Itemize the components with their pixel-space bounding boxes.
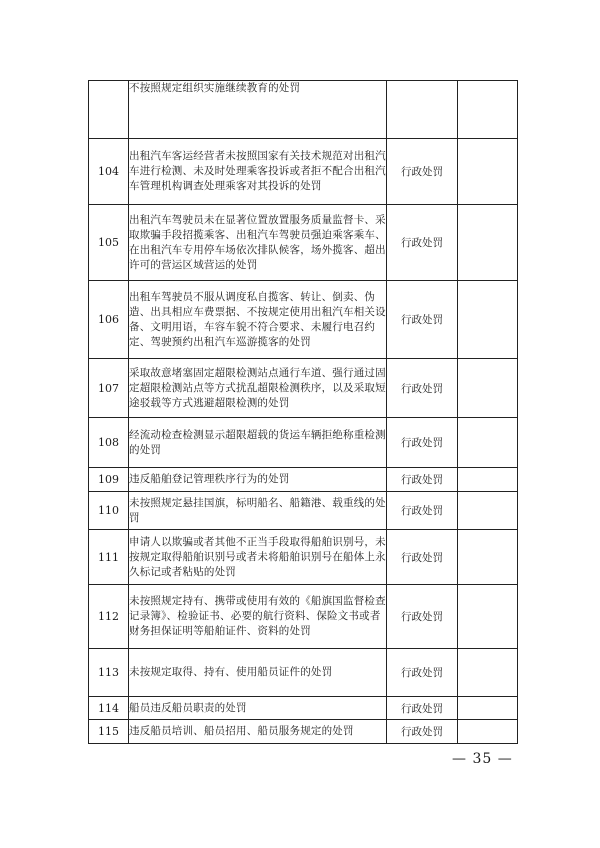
row-number: 104 (89, 139, 129, 205)
table-row (89, 418, 518, 468)
table-row (89, 281, 518, 359)
blank-cell (458, 81, 518, 139)
blank-cell (458, 139, 518, 205)
item-category: 行政处罚 (387, 720, 458, 744)
table-row (89, 81, 518, 139)
table-row (89, 492, 518, 530)
item-category: 行政处罚 (387, 492, 458, 530)
table-row (89, 649, 518, 697)
item-description: 出租汽车客运经营者未按照国家有关技术规范对出租汽车进行检测、未及时处理乘客投诉或者拒不配合出租汽车管理机构调查处理乘客对其投诉的处罚 (129, 139, 387, 205)
blank-cell (458, 205, 518, 281)
item-description: 未按照规定悬挂国旗，标明船名、船籍港、载重线的处罚 (129, 492, 387, 530)
item-description: 船员违反船员职责的处罚 (129, 697, 387, 720)
row-number: 111 (89, 530, 129, 585)
item-category: 行政处罚 (387, 697, 458, 720)
blank-cell (458, 697, 518, 720)
blank-cell (458, 649, 518, 697)
table-row (89, 720, 518, 744)
item-category: 行政处罚 (387, 139, 458, 205)
item-description: 采取故意堵塞固定超限检测站点通行车道、强行通过固定超限检测站点等方式扰乱超限检测秩序，以及采取短途驳载等方式逃避超限检测的处罚 (129, 359, 387, 418)
item-description: 不按照规定组织实施继续教育的处罚 (129, 81, 387, 139)
table-row (89, 205, 518, 281)
table-row (89, 359, 518, 418)
table-body (89, 81, 518, 744)
item-description: 经流动检查检测显示超限超载的货运车辆拒绝称重检测的处罚 (129, 418, 387, 468)
blank-cell (458, 418, 518, 468)
penalty-items-table (88, 80, 518, 744)
item-description: 未按规定取得、持有、使用船员证件的处罚 (129, 649, 387, 697)
item-description: 未按照规定持有、携带或使用有效的《船旗国监督检查记录簿》、检验证书、必要的航行资料、保险文书或者财务担保证明等船舶证件、资料的处罚 (129, 585, 387, 649)
item-description: 申请人以欺骗或者其他不正当手段取得船舶识别号，未按规定取得船舶识别号或者未将船舶识别号在船体上永久标记或者粘贴的处罚 (129, 530, 387, 585)
item-description: 违反船员培训、船员招用、船员服务规定的处罚 (129, 720, 387, 744)
row-number: 114 (89, 697, 129, 720)
item-category: 行政处罚 (387, 359, 458, 418)
row-number: 112 (89, 585, 129, 649)
blank-cell (458, 530, 518, 585)
table-row (89, 530, 518, 585)
row-number: 105 (89, 205, 129, 281)
blank-cell (458, 359, 518, 418)
row-number: 107 (89, 359, 129, 418)
item-category: 行政处罚 (387, 530, 458, 585)
item-category: 行政处罚 (387, 418, 458, 468)
item-category: 行政处罚 (387, 468, 458, 492)
row-number: 106 (89, 281, 129, 359)
table-row (89, 139, 518, 205)
blank-cell (458, 720, 518, 744)
item-description: 出租车驾驶员不服从调度私自揽客、转让、倒卖、伪造、出具相应车费票据、不按规定使用出租汽车相关设备、文明用语，车容车貌不符合要求、未履行电召约定、驾驶预约出租汽车巡游揽客的处罚 (129, 281, 387, 359)
row-number (89, 81, 129, 139)
item-category: 行政处罚 (387, 281, 458, 359)
blank-cell (458, 281, 518, 359)
table-row (89, 697, 518, 720)
item-description: 出租汽车驾驶员未在显著位置放置服务质量监督卡、采取欺骗手段招揽乘客、出租汽车驾驶员强迫乘客乘车、在出租汽车专用停车场依次排队候客，场外揽客、超出许可的营运区域营运的处罚 (129, 205, 387, 281)
page-number: — 35 — (452, 751, 513, 767)
blank-cell (458, 585, 518, 649)
row-number: 110 (89, 492, 129, 530)
item-category (387, 81, 458, 139)
item-description: 违反船舶登记管理秩序行为的处罚 (129, 468, 387, 492)
blank-cell (458, 492, 518, 530)
row-number: 109 (89, 468, 129, 492)
table-row (89, 468, 518, 492)
table-row (89, 585, 518, 649)
item-category: 行政处罚 (387, 649, 458, 697)
row-number: 108 (89, 418, 129, 468)
item-category: 行政处罚 (387, 205, 458, 281)
item-category: 行政处罚 (387, 585, 458, 649)
row-number: 115 (89, 720, 129, 744)
blank-cell (458, 468, 518, 492)
row-number: 113 (89, 649, 129, 697)
